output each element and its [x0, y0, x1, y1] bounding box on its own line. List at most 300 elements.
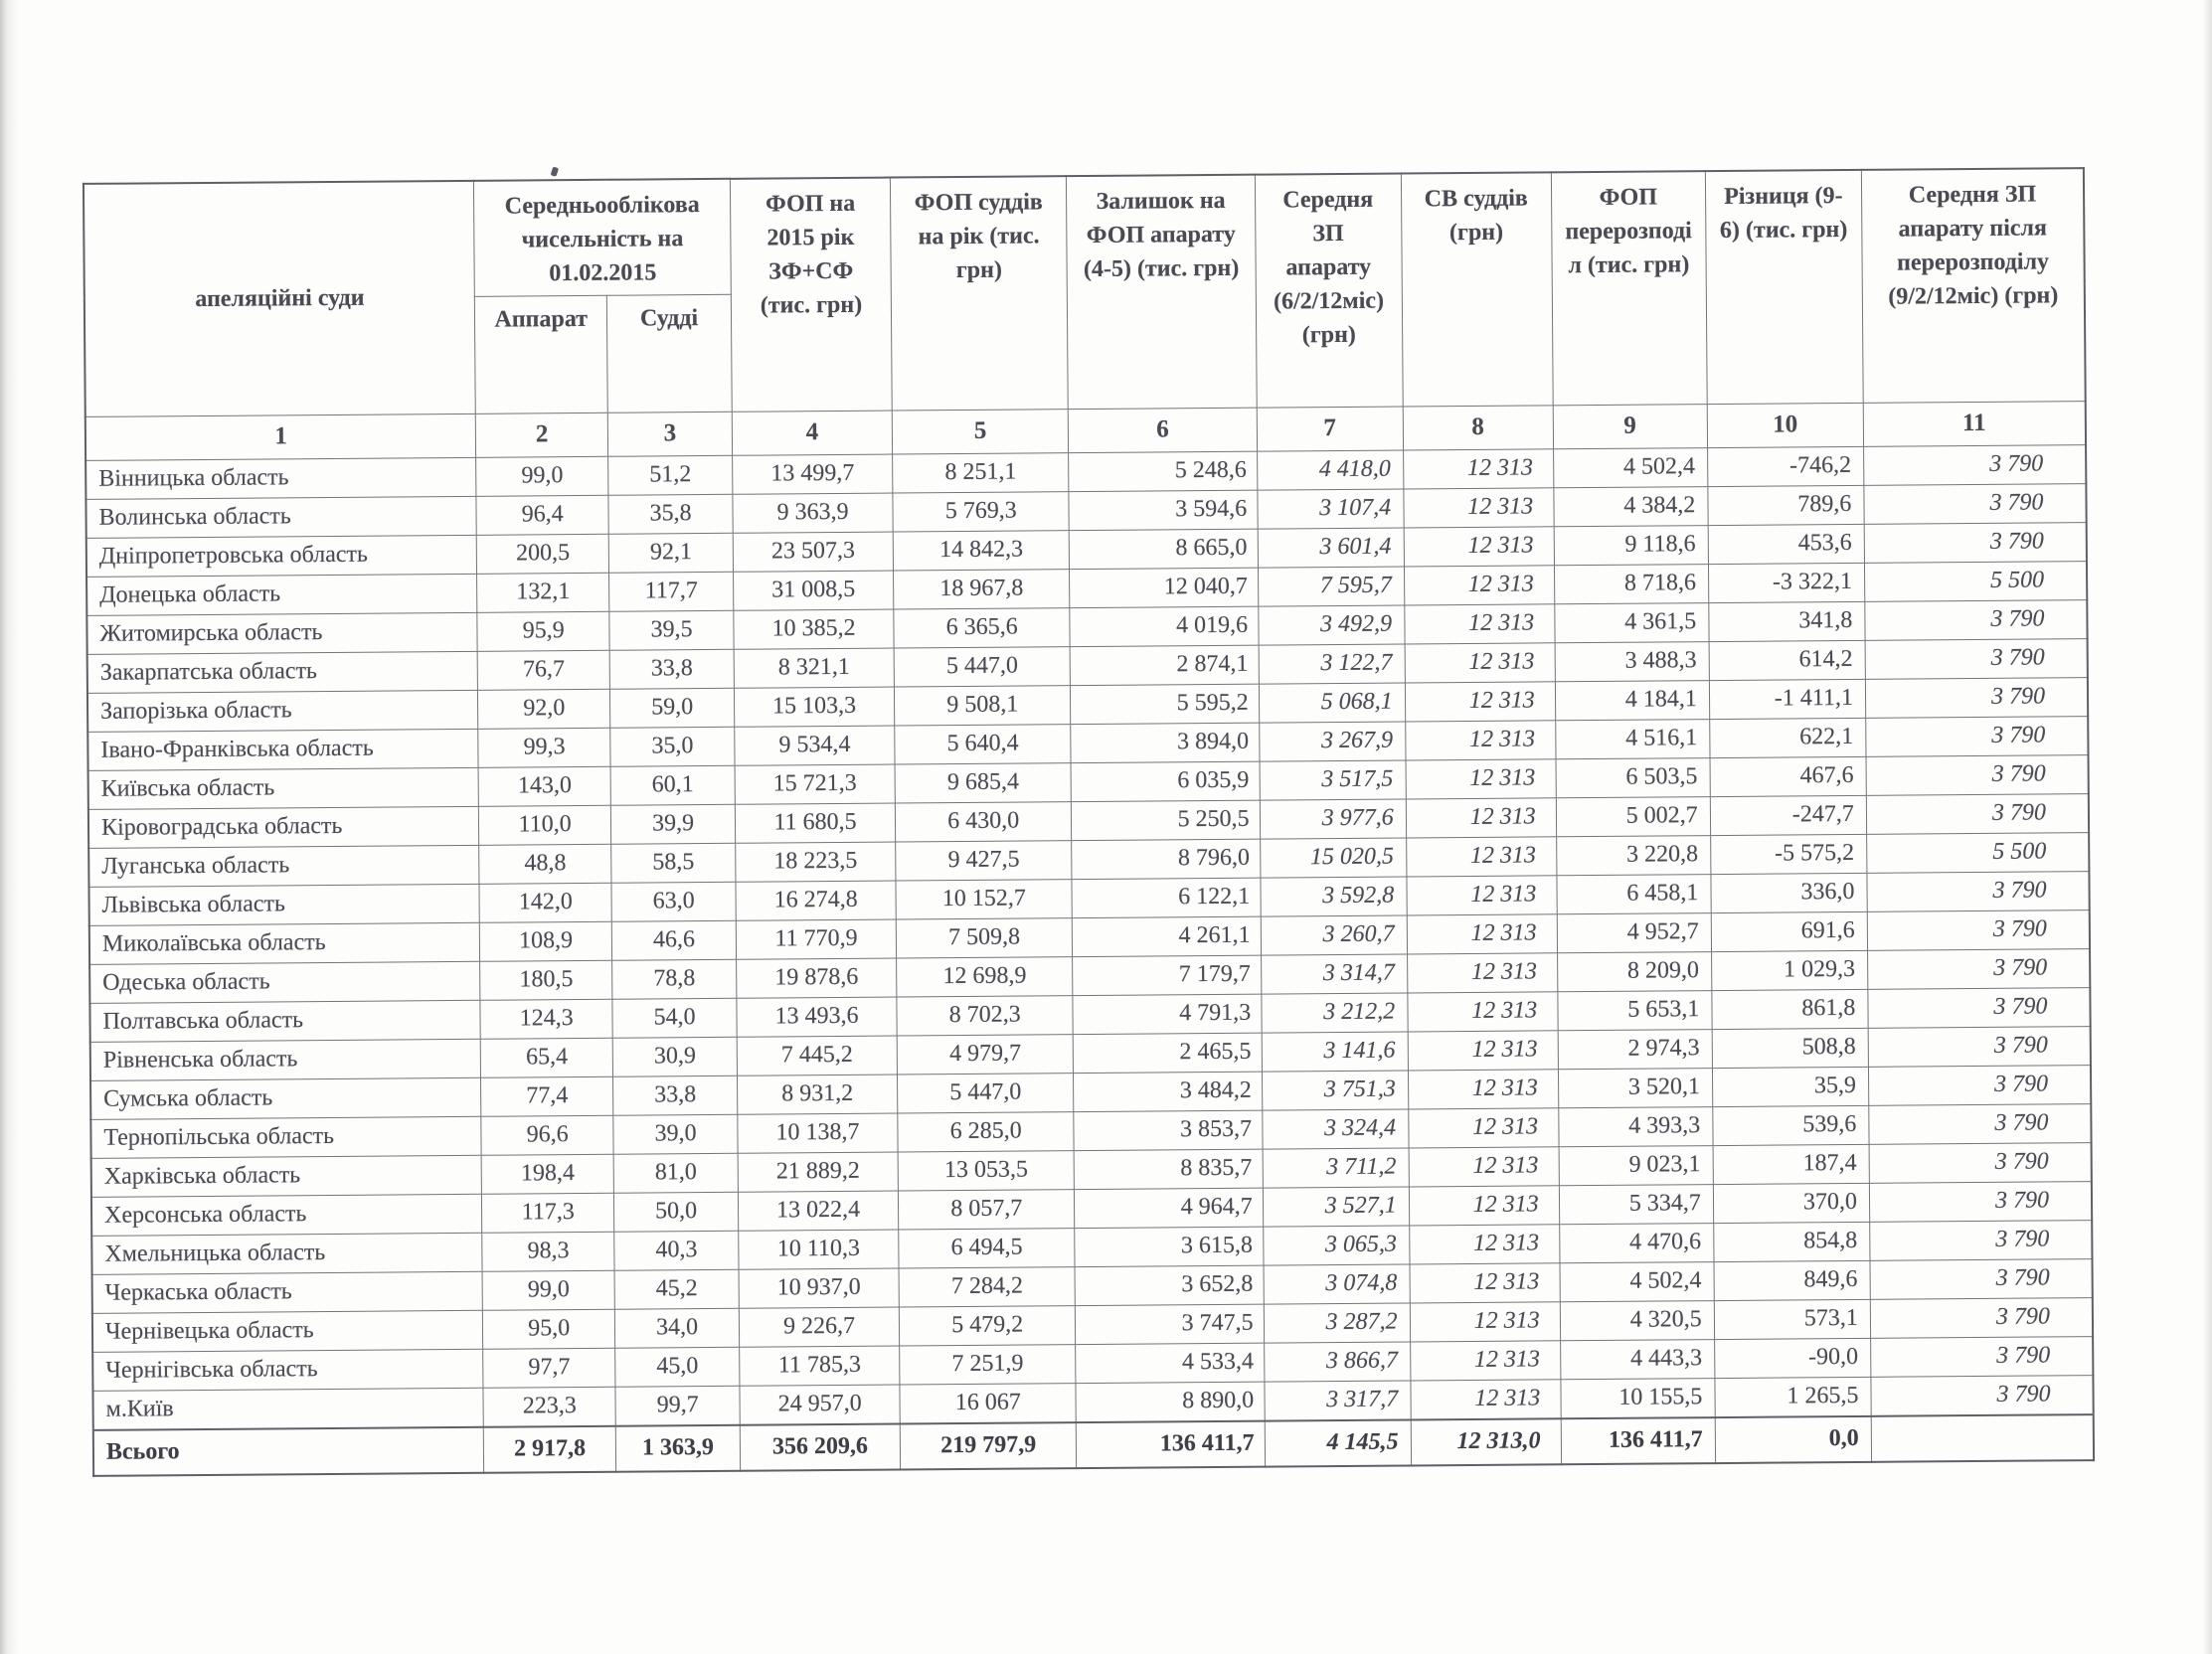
value-cell-col4: 8 931,2: [737, 1075, 897, 1114]
value-cell-col5: 5 479,2: [899, 1305, 1076, 1345]
value-cell-col6: 2 874,1: [1070, 645, 1259, 685]
value-cell-col11: 3 790: [1869, 1142, 2092, 1183]
value-cell-col8: 12 313: [1409, 1146, 1559, 1186]
value-cell-col4: 15 721,3: [735, 764, 895, 804]
value-cell-col8: 12 313: [1404, 565, 1554, 604]
value-cell-col5: 7 509,8: [896, 917, 1073, 957]
region-name: Житомирська область: [86, 612, 477, 654]
value-cell-col10: -90,0: [1714, 1338, 1870, 1378]
column-number: 2: [475, 413, 607, 457]
value-cell-col3: 63,0: [611, 882, 736, 921]
header-fop-judges: ФОП суддів на рік (тис. грн): [891, 176, 1069, 410]
value-cell-col9: 4 184,1: [1555, 680, 1709, 720]
value-cell-col9: 10 155,5: [1561, 1378, 1715, 1418]
value-cell-col11: 3 790: [1865, 638, 2088, 679]
value-cell-col5: 6 494,5: [899, 1228, 1076, 1267]
value-cell-col5: 5 447,0: [898, 1073, 1075, 1112]
value-cell-col10: 849,6: [1714, 1260, 1870, 1300]
total-label: Всього: [93, 1426, 484, 1475]
region-name: Луганська область: [88, 845, 479, 887]
value-cell-col11: 3 790: [1870, 1220, 2093, 1260]
scan-artifact-dot: [551, 167, 559, 177]
region-name: Волинська область: [85, 496, 476, 538]
value-cell-col2: 77,4: [481, 1076, 613, 1116]
value-cell-col4: 9 226,7: [739, 1307, 899, 1347]
region-name: Сумська область: [90, 1077, 481, 1119]
value-cell-col2: 95,0: [483, 1309, 615, 1349]
value-cell-col8: 12 313: [1407, 913, 1557, 953]
value-cell-col7: 3 492,9: [1258, 605, 1404, 645]
region-name: м.Київ: [92, 1388, 483, 1430]
value-cell-col2: 99,3: [478, 728, 610, 767]
value-cell-col4: 13 499,7: [733, 454, 893, 494]
value-cell-col10: 861,8: [1712, 989, 1868, 1029]
value-cell-col3: 78,8: [612, 959, 737, 999]
value-cell-col3: 35,0: [610, 727, 735, 766]
value-cell-col3: 1 363,9: [615, 1424, 740, 1471]
region-name: Запорізька область: [87, 690, 478, 732]
value-cell-col6: 3 652,8: [1075, 1265, 1264, 1305]
value-cell-col8: 12 313: [1408, 1107, 1558, 1147]
value-cell-col11: 3 790: [1867, 910, 2090, 950]
value-cell-col9: 4 320,5: [1560, 1300, 1714, 1340]
value-cell-col6: 8 890,0: [1076, 1382, 1265, 1422]
column-number: 5: [892, 409, 1069, 453]
value-cell-col10: -5 575,2: [1710, 834, 1866, 874]
value-cell-col7: 15 020,5: [1260, 837, 1406, 877]
value-cell-col7: 3 517,5: [1260, 759, 1406, 799]
value-cell-col5: 18 967,8: [894, 569, 1071, 608]
value-cell-col2: 48,8: [479, 844, 611, 884]
value-cell-col6: 6 122,1: [1072, 878, 1261, 917]
value-cell-col4: 23 507,3: [733, 532, 893, 572]
value-cell-col11: 5 500: [1866, 832, 2089, 873]
value-cell-col5: 14 842,3: [893, 530, 1070, 570]
value-cell-col2: 108,9: [480, 921, 612, 961]
value-cell-col5: 9 427,5: [896, 840, 1073, 880]
region-name: Одеська область: [89, 961, 480, 1003]
value-cell-col8: 12 313: [1406, 836, 1556, 876]
value-cell-col3: 39,5: [609, 610, 734, 650]
region-name: Львівська область: [88, 884, 479, 925]
table-header: [84, 168, 2086, 460]
value-cell-col6: 4 533,4: [1076, 1343, 1265, 1383]
value-cell-col9: 4 361,5: [1554, 602, 1708, 642]
value-cell-col7: 3 866,7: [1264, 1341, 1410, 1381]
value-cell-col5: 9 685,4: [895, 762, 1072, 802]
value-cell-col9: 6 503,5: [1556, 757, 1710, 797]
value-cell-col5: 8 057,7: [899, 1189, 1076, 1229]
value-cell-col2: 124,3: [480, 999, 612, 1039]
value-cell-col7: 3 260,7: [1261, 914, 1407, 954]
value-cell-col10: -247,7: [1710, 795, 1866, 835]
value-cell-col3: 34,0: [614, 1308, 739, 1348]
value-cell-col10: 854,8: [1713, 1222, 1869, 1261]
value-cell-col9: 8 209,0: [1557, 951, 1711, 991]
value-cell-col7: 5 068,1: [1259, 682, 1405, 722]
value-cell-col6: 8 665,0: [1070, 529, 1259, 569]
value-cell-col8: 12 313: [1405, 720, 1555, 759]
value-cell-col6: 8 796,0: [1072, 839, 1261, 879]
value-cell-col7: 4 418,0: [1257, 450, 1403, 490]
value-cell-col3: 45,0: [615, 1347, 740, 1387]
value-cell-col5: 5 640,4: [895, 724, 1072, 763]
value-cell-col4: 18 223,5: [736, 842, 896, 882]
column-number: 1: [85, 414, 476, 460]
value-cell-col4: 10 385,2: [734, 609, 894, 649]
value-cell-col6: 3 615,8: [1075, 1227, 1264, 1266]
value-cell-col7: 3 107,4: [1258, 489, 1404, 529]
value-cell-col11: 3 790: [1868, 987, 2091, 1028]
value-cell-col4: 15 103,3: [734, 687, 894, 727]
value-cell-col7: 4 145,5: [1265, 1419, 1411, 1466]
value-cell-col3: 51,2: [608, 455, 733, 495]
header-avg-salary-after: Середня ЗП апарату після перерозподілу (9/2/12міс) (грн): [1861, 168, 2085, 403]
value-cell-col5: 8 251,1: [893, 452, 1070, 492]
value-cell-col2: 142,0: [479, 883, 611, 922]
value-cell-col8: 12 313: [1404, 487, 1554, 527]
value-cell-col2: 96,6: [481, 1115, 613, 1155]
value-cell-col8: 12 313: [1407, 875, 1557, 914]
value-cell-col5: 5 447,0: [894, 646, 1071, 686]
value-cell-col10: -1 411,1: [1709, 679, 1865, 719]
value-cell-col7: 3 317,7: [1265, 1380, 1411, 1420]
value-cell-col11: 3 790: [1867, 948, 2090, 989]
value-cell-col8: 12 313: [1408, 1069, 1558, 1108]
value-cell-col9: 3 488,3: [1555, 641, 1709, 681]
value-cell-col3: 35,8: [608, 494, 733, 534]
value-cell-col5: 6 365,6: [894, 607, 1071, 647]
value-cell-col2: 143,0: [478, 766, 610, 806]
column-number: 8: [1403, 405, 1553, 449]
value-cell-col5: 219 797,9: [900, 1422, 1077, 1469]
column-number: 9: [1553, 404, 1707, 448]
value-cell-col3: 33,8: [613, 1075, 738, 1115]
header-fop-redistribution: ФОП перерозподіл (тис. грн): [1551, 171, 1707, 405]
value-cell-col8: 12 313: [1409, 1185, 1559, 1225]
value-cell-col7: 3 601,4: [1258, 528, 1404, 568]
value-cell-col2: 223,3: [483, 1387, 615, 1427]
value-cell-col8: 12 313: [1407, 952, 1557, 992]
value-cell-col10: 614,2: [1709, 640, 1865, 680]
region-name: Київська область: [88, 767, 479, 809]
value-cell-col2: 99,0: [482, 1270, 614, 1310]
value-cell-col2: 198,4: [481, 1154, 613, 1194]
header-apparatus: Аппарат: [475, 295, 608, 414]
value-cell-col11: 3 790: [1870, 1336, 2093, 1377]
header-avg-salary: Середня ЗП апарату (6/2/12міс) (грн): [1255, 174, 1403, 408]
value-cell-col7: 3 074,8: [1264, 1263, 1410, 1303]
value-cell-col5: 7 284,2: [899, 1266, 1076, 1306]
value-cell-col11: 3 790: [1865, 677, 2088, 718]
value-cell-col11: 3 790: [1868, 1026, 2091, 1067]
value-cell-col2: 2 917,8: [483, 1425, 615, 1472]
value-cell-col4: 16 274,8: [736, 881, 896, 920]
value-cell-col6: 3 747,5: [1076, 1304, 1265, 1344]
value-cell-col10: 187,4: [1713, 1144, 1869, 1184]
value-cell-col4: 9 534,4: [735, 726, 895, 765]
value-cell-col6: 5 595,2: [1071, 684, 1260, 724]
value-cell-col6: 4 261,1: [1073, 916, 1262, 956]
value-cell-col11: 3 790: [1866, 754, 2089, 795]
value-cell-col9: 136 411,7: [1561, 1417, 1715, 1464]
column-number: 10: [1707, 403, 1863, 447]
value-cell-col7: 3 267,9: [1259, 721, 1405, 760]
region-name: Закарпатська область: [87, 651, 478, 693]
value-cell-col8: 12 313: [1406, 797, 1556, 837]
value-cell-col10: 453,6: [1708, 524, 1864, 564]
value-cell-col5: 5 769,3: [893, 491, 1070, 531]
value-cell-col3: 50,0: [614, 1192, 739, 1232]
value-cell-col5: 16 067: [900, 1383, 1077, 1423]
value-cell-col10: -3 322,1: [1708, 563, 1864, 602]
value-cell-col4: 356 209,6: [740, 1423, 900, 1470]
region-name: Кіровоградська область: [88, 806, 479, 848]
header-sv-judges: СВ суддів (грн): [1401, 172, 1553, 406]
value-cell-col9: 2 974,3: [1558, 1029, 1712, 1069]
region-name: Чернігівська область: [92, 1349, 483, 1391]
value-cell-col11: 3 790: [1866, 716, 2089, 756]
region-name: Вінницька область: [85, 457, 476, 499]
header-fop-2015: ФОП на 2015 рік ЗФ+СФ (тис. грн): [730, 178, 892, 412]
value-cell-col4: 13 493,6: [737, 997, 897, 1037]
value-cell-col3: 117,7: [609, 572, 734, 611]
value-cell-col11: 3 790: [1867, 871, 2090, 911]
value-cell-col5: 13 053,5: [898, 1150, 1075, 1190]
value-cell-col11: 3 790: [1871, 1375, 2094, 1415]
value-cell-col6: 4 964,7: [1075, 1188, 1264, 1228]
value-cell-col7: 3 314,7: [1261, 953, 1407, 993]
value-cell-col4: 8 321,1: [734, 648, 894, 688]
value-cell-col3: 45,2: [614, 1269, 739, 1309]
region-name: Хмельницька область: [91, 1233, 482, 1274]
value-cell-col7: 7 595,7: [1258, 567, 1404, 606]
value-cell-col5: 8 702,3: [897, 995, 1074, 1035]
value-cell-col11: 3 790: [1865, 599, 2088, 640]
region-name: Полтавська область: [89, 1000, 480, 1042]
value-cell-col8: 12 313: [1408, 991, 1558, 1031]
value-cell-col10: 622,1: [1709, 718, 1865, 757]
value-cell-col11: 3 790: [1868, 1065, 2091, 1105]
region-name: Харківська область: [91, 1155, 482, 1197]
value-cell-col4: 9 363,9: [733, 493, 893, 533]
value-cell-col7: 3 711,2: [1263, 1147, 1409, 1187]
value-cell-col2: 97,7: [483, 1348, 615, 1388]
value-cell-col4: 13 022,4: [738, 1191, 898, 1231]
column-number: 7: [1257, 407, 1403, 451]
value-cell-col6: 6 035,9: [1071, 761, 1260, 801]
value-cell-col10: 370,0: [1713, 1183, 1869, 1223]
value-cell-col8: 12 313: [1410, 1340, 1560, 1380]
value-cell-col8: 12 313: [1410, 1301, 1560, 1341]
value-cell-col10: 1 029,3: [1711, 950, 1867, 990]
value-cell-col9: 3 520,1: [1558, 1068, 1712, 1107]
value-cell-col6: 8 835,7: [1074, 1149, 1263, 1189]
header-fop-remainder: Залишок на ФОП апарату (4-5) (тис. грн): [1067, 175, 1257, 409]
value-cell-col7: 3 212,2: [1262, 992, 1408, 1032]
value-cell-col4: 31 008,5: [734, 571, 894, 610]
region-name: Івано-Франківська область: [87, 729, 478, 770]
value-cell-col10: 0,0: [1715, 1415, 1871, 1462]
value-cell-col10: 691,6: [1711, 911, 1867, 951]
region-name: Дніпропетровська область: [86, 535, 477, 577]
value-cell-col10: 539,6: [1713, 1105, 1869, 1145]
value-cell-col10: 336,0: [1711, 873, 1867, 912]
region-name: Рівненська область: [90, 1039, 481, 1080]
value-cell-col2: 180,5: [480, 960, 612, 1000]
region-name: Тернопільська область: [90, 1116, 481, 1158]
value-cell-col11: 3 790: [1864, 522, 2087, 563]
value-cell-col6: 3 894,0: [1071, 723, 1260, 762]
value-cell-col2: 200,5: [476, 534, 608, 574]
value-cell-col9: 4 470,6: [1559, 1223, 1713, 1262]
header-avg-count-group: Середньооблікова чисельність на 01.02.2015: [474, 179, 732, 296]
value-cell-col8: 12 313: [1411, 1379, 1561, 1419]
region-name: Чернівецька область: [92, 1310, 483, 1352]
value-cell-col3: 59,0: [610, 688, 735, 728]
value-cell-col11: 3 790: [1869, 1181, 2092, 1222]
value-cell-col5: 9 508,1: [895, 685, 1072, 725]
value-cell-col5: 6 430,0: [895, 801, 1072, 841]
value-cell-col9: 4 952,7: [1557, 912, 1711, 952]
region-name: Черкаська область: [92, 1271, 483, 1313]
value-cell-col9: 4 393,3: [1558, 1106, 1712, 1146]
value-cell-col9: 4 443,3: [1560, 1339, 1714, 1379]
value-cell-col5: 10 152,7: [896, 879, 1073, 918]
value-cell-col10: 789,6: [1708, 485, 1864, 525]
column-number: 11: [1863, 401, 2086, 446]
value-cell-col9: 6 458,1: [1557, 874, 1711, 913]
value-cell-col7: 3 122,7: [1259, 643, 1405, 683]
value-cell-col6: 12 040,7: [1070, 568, 1259, 607]
value-cell-col4: 11 770,9: [736, 919, 896, 959]
value-cell-col3: 99,7: [615, 1386, 740, 1425]
value-cell-col4: 11 785,3: [740, 1346, 900, 1386]
value-cell-col2: 95,9: [477, 611, 609, 651]
value-cell-col8: 12 313: [1404, 603, 1554, 643]
value-cell-col2: 117,3: [482, 1193, 614, 1233]
value-cell-col3: 39,9: [610, 804, 735, 844]
value-cell-col6: 3 594,6: [1069, 490, 1258, 530]
value-cell-col4: 10 138,7: [738, 1113, 898, 1153]
table-body: [85, 444, 2094, 1475]
table-sheet: [83, 167, 2095, 1476]
value-cell-col2: 65,4: [480, 1038, 612, 1077]
region-name: Донецька область: [86, 574, 477, 615]
value-cell-col7: 3 977,6: [1260, 798, 1406, 838]
value-cell-col9: 9 118,6: [1554, 525, 1708, 565]
region-name: Миколаївська область: [89, 922, 480, 964]
column-number: 4: [732, 411, 892, 455]
value-cell-col7: 3 065,3: [1263, 1225, 1409, 1264]
value-cell-col3: 81,0: [613, 1153, 738, 1193]
value-cell-col2: 99,0: [476, 456, 608, 496]
value-cell-col9: 4 384,2: [1554, 486, 1708, 526]
value-cell-col8: 12 313: [1405, 681, 1555, 721]
value-cell-col9: 3 220,8: [1556, 835, 1710, 875]
value-cell-col10: 467,6: [1710, 756, 1866, 796]
value-cell-col8: 12 313: [1408, 1030, 1558, 1070]
value-cell-col2: 76,7: [477, 650, 609, 690]
header-judges: Судді: [606, 294, 732, 413]
value-cell-col10: -746,2: [1707, 446, 1863, 486]
value-cell-col6: 5 250,5: [1072, 800, 1261, 840]
header-courts: апеляційні суди: [84, 181, 476, 416]
value-cell-col6: 136 411,7: [1077, 1420, 1266, 1467]
value-cell-col5: 12 698,9: [897, 956, 1074, 996]
value-cell-col9: 4 516,1: [1555, 719, 1709, 758]
value-cell-col5: 6 285,0: [898, 1111, 1075, 1151]
value-cell-col10: 1 265,5: [1715, 1377, 1871, 1417]
value-cell-col8: 12 313: [1405, 642, 1555, 682]
value-cell-col3: 40,3: [614, 1231, 739, 1270]
value-cell-col4: 21 889,2: [738, 1152, 898, 1192]
value-cell-col3: 33,8: [609, 649, 734, 689]
value-cell-col3: 46,6: [611, 920, 736, 960]
value-cell-col2: 132,1: [477, 573, 609, 612]
value-cell-col7: 3 592,8: [1261, 876, 1407, 915]
value-cell-col6: 4 019,6: [1070, 606, 1259, 646]
value-cell-col6: 4 791,3: [1073, 994, 1262, 1034]
value-cell-col7: 3 141,6: [1262, 1031, 1408, 1071]
salary-redistribution-table: [83, 167, 2095, 1476]
value-cell-col11: 3 790: [1864, 483, 2087, 524]
value-cell-col7: 3 751,3: [1262, 1070, 1408, 1109]
value-cell-col5: 7 251,9: [900, 1344, 1077, 1384]
value-cell-col4: 24 957,0: [740, 1385, 900, 1425]
value-cell-col4: 11 680,5: [735, 803, 895, 843]
value-cell-col10: 341,8: [1709, 601, 1865, 641]
value-cell-col7: 3 324,4: [1262, 1108, 1408, 1148]
value-cell-col7: 3 287,2: [1264, 1302, 1410, 1342]
value-cell-col9: 5 653,1: [1558, 990, 1712, 1030]
value-cell-col9: 4 502,4: [1553, 447, 1707, 487]
value-cell-col3: 92,1: [608, 533, 733, 573]
value-cell-col8: 12 313: [1406, 758, 1556, 798]
value-cell-col4: 10 110,3: [739, 1230, 899, 1269]
value-cell-col9: 5 002,7: [1556, 796, 1710, 836]
value-cell-col10: 573,1: [1714, 1299, 1870, 1339]
value-cell-col9: 8 718,6: [1554, 564, 1708, 603]
value-cell-col6: 5 248,6: [1069, 451, 1258, 491]
value-cell-col6: 3 853,7: [1074, 1110, 1263, 1150]
value-cell-col2: 98,3: [482, 1232, 614, 1271]
value-cell-col9: 9 023,1: [1559, 1145, 1713, 1185]
value-cell-col3: 54,0: [612, 998, 737, 1038]
value-cell-col8: 12 313,0: [1411, 1418, 1561, 1465]
value-cell-col2: 92,0: [478, 689, 610, 729]
value-cell-col11: 5 500: [1864, 561, 2087, 601]
value-cell-col5: 4 979,7: [897, 1034, 1074, 1074]
value-cell-col6: 2 465,5: [1074, 1033, 1263, 1073]
value-cell-col3: 39,0: [613, 1114, 738, 1154]
region-name: Херсонська область: [91, 1194, 482, 1236]
value-cell-col4: 19 878,6: [737, 958, 897, 998]
value-cell-col2: 96,4: [476, 495, 608, 535]
value-cell-col4: 10 937,0: [739, 1268, 899, 1308]
value-cell-col3: 60,1: [610, 765, 735, 805]
value-cell-col8: 12 313: [1404, 526, 1554, 566]
value-cell-col2: 110,0: [479, 805, 611, 845]
value-cell-col11: 3 790: [1870, 1258, 2093, 1299]
header-difference: Різниця (9-6) (тис. грн): [1705, 170, 1863, 404]
value-cell-col9: 5 334,7: [1559, 1184, 1713, 1224]
value-cell-col3: 58,5: [611, 843, 736, 883]
column-number: 3: [607, 412, 732, 456]
column-number: 6: [1069, 408, 1258, 452]
value-cell-col7: 3 527,1: [1263, 1186, 1409, 1226]
value-cell-col3: 30,9: [612, 1037, 737, 1076]
